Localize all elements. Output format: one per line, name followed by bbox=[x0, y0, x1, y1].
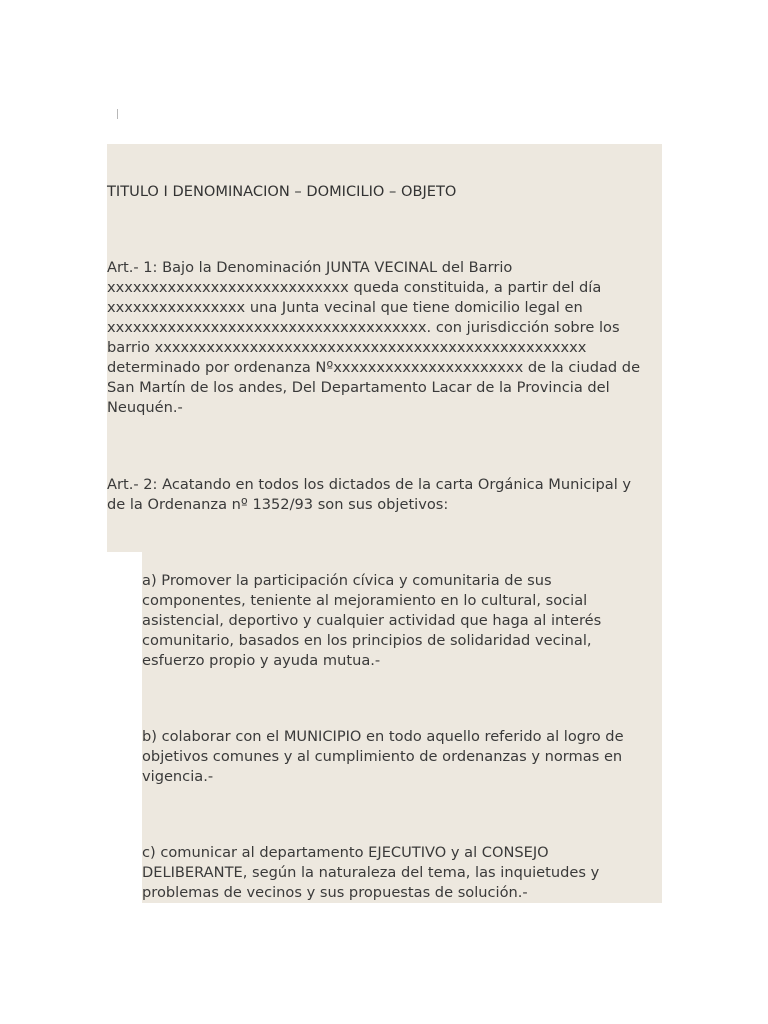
objective-line: DELIBERANTE, según la naturaleza del tema, las inquietudes y bbox=[142, 864, 600, 881]
objective-line: vigencia.- bbox=[142, 768, 214, 785]
objective-line: c) comunicar al departamento EJECUTIVO y al CONSEJO bbox=[142, 844, 549, 861]
objective-line: esfuerzo propio y ayuda mutua.- bbox=[142, 652, 381, 669]
article-1-line: xxxxxxxxxxxxxxxx una Junta vecinal que tiene domicilio legal en bbox=[107, 299, 583, 316]
objective-line: problemas de vecinos y sus propuestas de solución.- bbox=[142, 884, 528, 901]
section-title: TITULO I DENOMINACION – DOMICILIO – OBJETO bbox=[107, 183, 457, 200]
objective-line: comunitario, basados en los principios de solidaridad vecinal, bbox=[142, 632, 592, 649]
objective-item-c bbox=[142, 843, 599, 903]
objective-item-a bbox=[142, 571, 601, 671]
article-1-line: Art.- 1: Bajo la Denominación JUNTA VECINAL del Barrio bbox=[107, 259, 513, 276]
objective-line: b) colaborar con el MUNICIPIO en todo aquello referido al logro de bbox=[142, 728, 624, 745]
article-2 bbox=[107, 475, 631, 515]
article-1-line: barrio xxxxxxxxxxxxxxxxxxxxxxxxxxxxxxxxxxxxxxxxxxxxxxxxxx bbox=[107, 339, 587, 356]
article-1-line: San Martín de los andes, Del Departamento Lacar de la Provincia del bbox=[107, 379, 610, 396]
objective-item-b bbox=[142, 727, 624, 787]
article-1-line: xxxxxxxxxxxxxxxxxxxxxxxxxxxxxxxxxxxxx. con jurisdicción sobre los bbox=[107, 319, 620, 336]
text-cursor bbox=[117, 109, 118, 119]
article-2-line: de la Ordenanza nº 1352/93 son sus objetivos: bbox=[107, 496, 449, 513]
article-2-line: Art.- 2: Acatando en todos los dictados de la carta Orgánica Municipal y bbox=[107, 476, 632, 493]
objective-line: objetivos comunes y al cumplimiento de ordenanzas y normas en bbox=[142, 748, 623, 765]
article-1-line: Neuquén.- bbox=[107, 399, 183, 416]
objective-line: asistencial, deportivo y cualquier actividad que haga al interés bbox=[142, 612, 602, 629]
article-1-line: xxxxxxxxxxxxxxxxxxxxxxxxxxxx queda constituida, a partir del día bbox=[107, 279, 602, 296]
objective-line: a) Promover la participación cívica y comunitaria de sus bbox=[142, 572, 552, 589]
objective-line: componentes, teniente al mejoramiento en lo cultural, social bbox=[142, 592, 588, 609]
article-1 bbox=[107, 258, 640, 418]
article-1-line: determinado por ordenanza Nºxxxxxxxxxxxxxxxxxxxxxx de la ciudad de bbox=[107, 359, 641, 376]
